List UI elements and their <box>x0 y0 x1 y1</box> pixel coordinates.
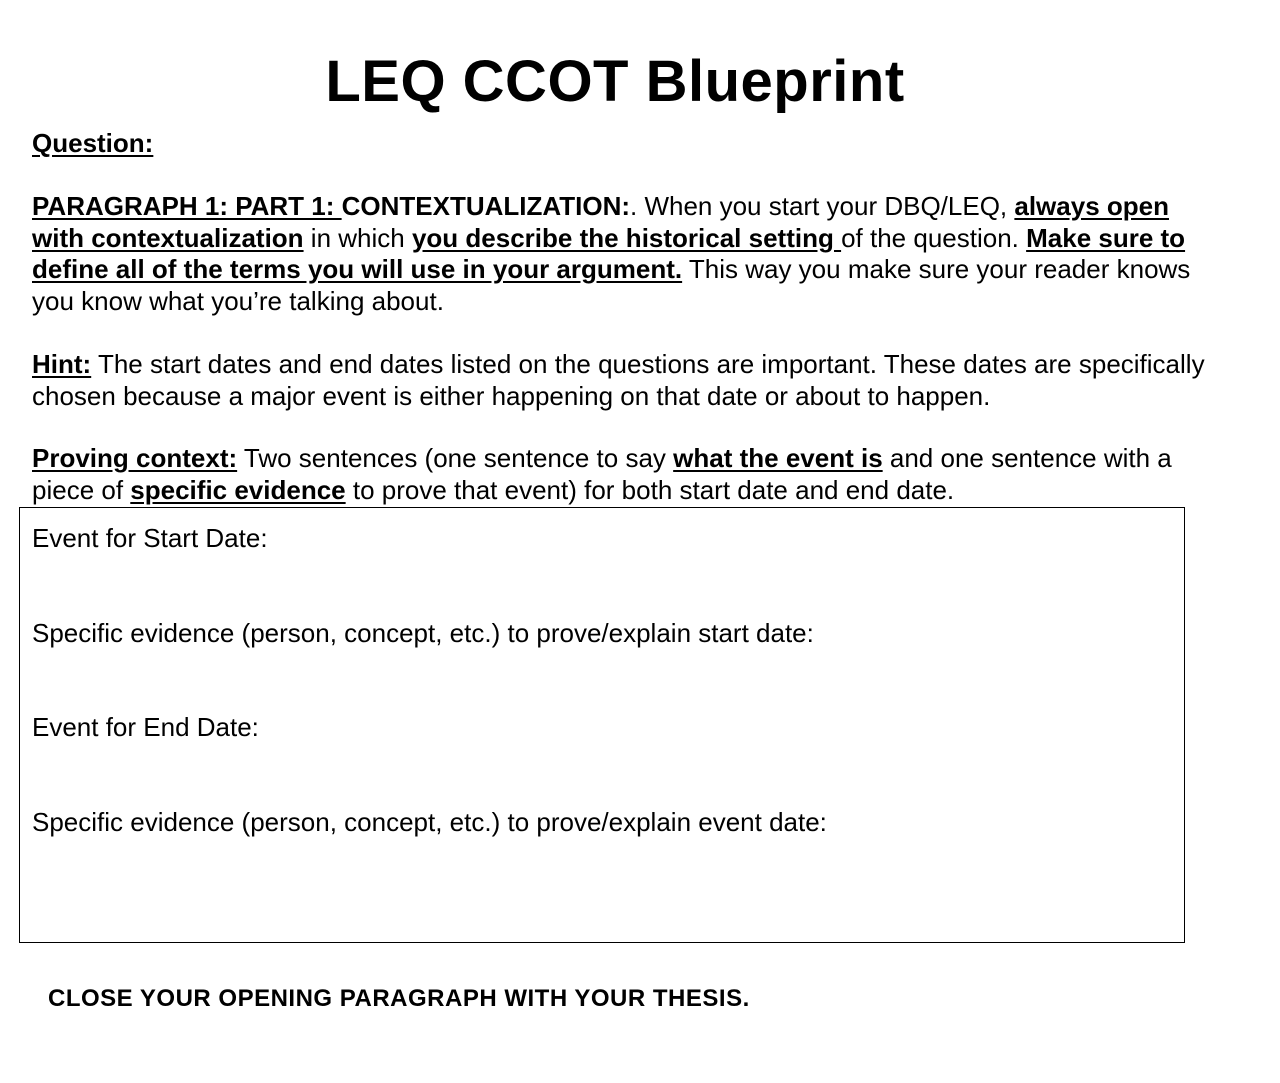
closing-instruction: CLOSE YOUR OPENING PARAGRAPH WITH YOUR THESIS. <box>48 985 750 1012</box>
hint-text: The start dates and end dates listed on the questions are important. These dates are specifically chosen because a major event is either happening on that date or about to happen. <box>32 349 1205 411</box>
emphasis-define-terms: Make sure to define all of the terms you will use in your argument. <box>32 222 1186 284</box>
paragraph-text: and one sentence with a piece of <box>32 443 1172 505</box>
emphasis-historical-setting: you describe the historical setting <box>411 222 842 253</box>
end-date-event-label: Event for End Date: <box>32 712 259 742</box>
paragraph-text: of the question. <box>841 222 1027 253</box>
paragraph-contextualization <box>32 191 1212 317</box>
end-date-evidence-label: Specific evidence (person, concept, etc.) to prove/explain event date: <box>32 807 827 837</box>
paragraph-text: to prove that event) for both start date and end date. <box>345 474 955 505</box>
paragraph-text: in which <box>303 222 412 253</box>
emphasis-specific-evidence: specific evidence <box>130 474 346 505</box>
paragraph-heading-part: PARAGRAPH 1: PART 1: <box>32 191 342 221</box>
response-box <box>19 507 1185 943</box>
contextualization-label: CONTEXTUALIZATION: <box>341 191 630 221</box>
start-date-event-label: Event for Start Date: <box>32 523 268 553</box>
paragraph-text: Two sentences (one sentence to say <box>237 443 674 473</box>
paragraph-text: . When you start your DBQ/LEQ, <box>630 191 1015 221</box>
emphasis-what-event: what the event is <box>673 443 883 473</box>
start-date-evidence-label: Specific evidence (person, concept, etc.) to prove/explain start date: <box>32 618 814 648</box>
proving-context-label: Proving context: <box>32 443 238 473</box>
proving-context-paragraph <box>32 443 1212 506</box>
hint-paragraph <box>32 349 1212 412</box>
emphasis-always-open: always open with contextualization <box>32 191 1169 253</box>
question-label: Question: <box>32 128 154 158</box>
paragraph-text: This way you make sure your reader knows you know what you’re talking about. <box>32 254 1191 316</box>
hint-label: Hint: <box>32 349 92 379</box>
page-title: LEQ CCOT Blueprint <box>325 49 905 114</box>
